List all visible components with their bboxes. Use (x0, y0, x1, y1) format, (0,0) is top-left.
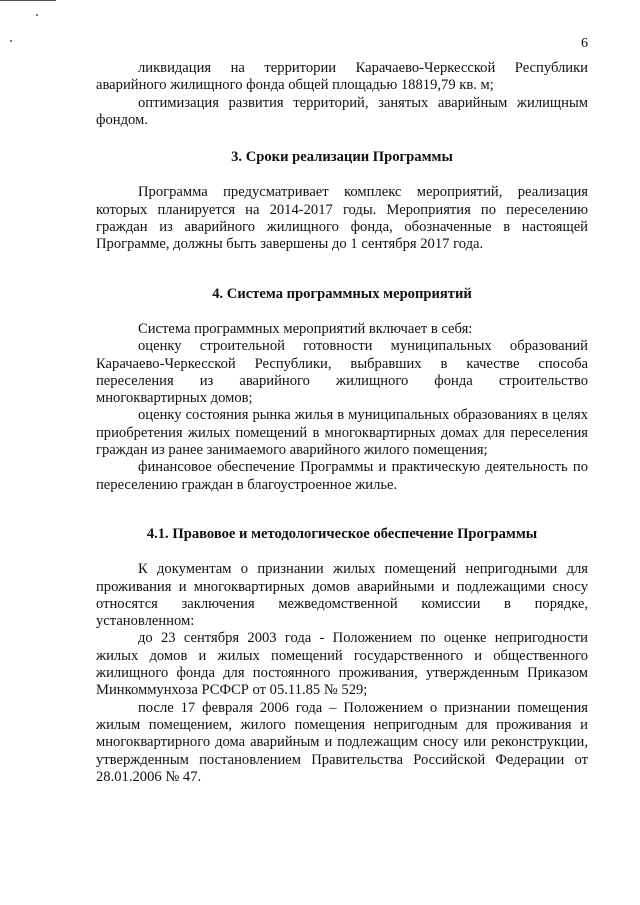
paragraph: К документам о признании жилых помещений непригодными для проживания и многоквартирных домов аварийными и подлежащими сносу относятся заключения межведомственной комиссии в порядке, установленном: (96, 561, 588, 630)
scan-speck (10, 40, 12, 42)
document-body (96, 60, 588, 786)
paragraph: оценку строительной готовности муниципальных образований Карачаево-Черкесской Республики, выбравших в качестве способа переселения из аварийного жилищного фонда строительство многоквартирных домов; (96, 338, 588, 407)
paragraph: ликвидация на территории Карачаево-Черкесской Республики аварийного жилищного фонда общей площадью 18819,79 кв. м; (96, 60, 588, 94)
section-heading: 3. Сроки реализации Программы (231, 149, 453, 166)
paragraph: оценку состояния рынка жилья в муниципальных образованиях в целях приобретения жилых помещений в многоквартирных домах для переселения граждан из ранее занимаемого аварийного жилого помещения; (96, 407, 588, 459)
paragraph: финансовое обеспечение Программы и практическую деятельность по переселению граждан в благоустроенное жилье. (96, 459, 588, 493)
paragraph: Система программных мероприятий включает в себя: (138, 320, 473, 337)
scan-speck (36, 14, 38, 16)
section-heading: 4. Система программных мероприятий (212, 285, 472, 302)
paragraph: Программа предусматривает комплекс мероприятий, реализация которых планируется на 2014-2017 годы. Мероприятия по переселению граждан из аварийного жилищного фонда, обозначенные в настоящей Программе, должны быть завершены до 1 сентября 2017 года. (96, 184, 588, 253)
subsection-heading: 4.1. Правовое и методологическое обеспечение Программы (146, 525, 538, 542)
paragraph: после 17 февраля 2006 года – Положением о признании помещения жилым помещением, жилого помещения непригодным для проживания и многоквартирного дома аварийным и подлежащим сносу или реконструкции, утвержденным постановлением Правительства Российской Федерации от 28.01.2006 № 47. (96, 699, 588, 785)
scan-edge-mark (0, 0, 56, 1)
paragraph: до 23 сентября 2003 года - Положением по оценке непригодности жилых домов и жилых помещений государственного и общественного жилищного фонда для постоянного проживания, утвержденным Приказом Минкоммунхоза РСФСР от 05.11.85 № 529; (96, 630, 588, 699)
page-number: 6 (581, 36, 588, 51)
paragraph: оптимизация развития территорий, занятых аварийным жилищным фондом. (96, 94, 588, 128)
